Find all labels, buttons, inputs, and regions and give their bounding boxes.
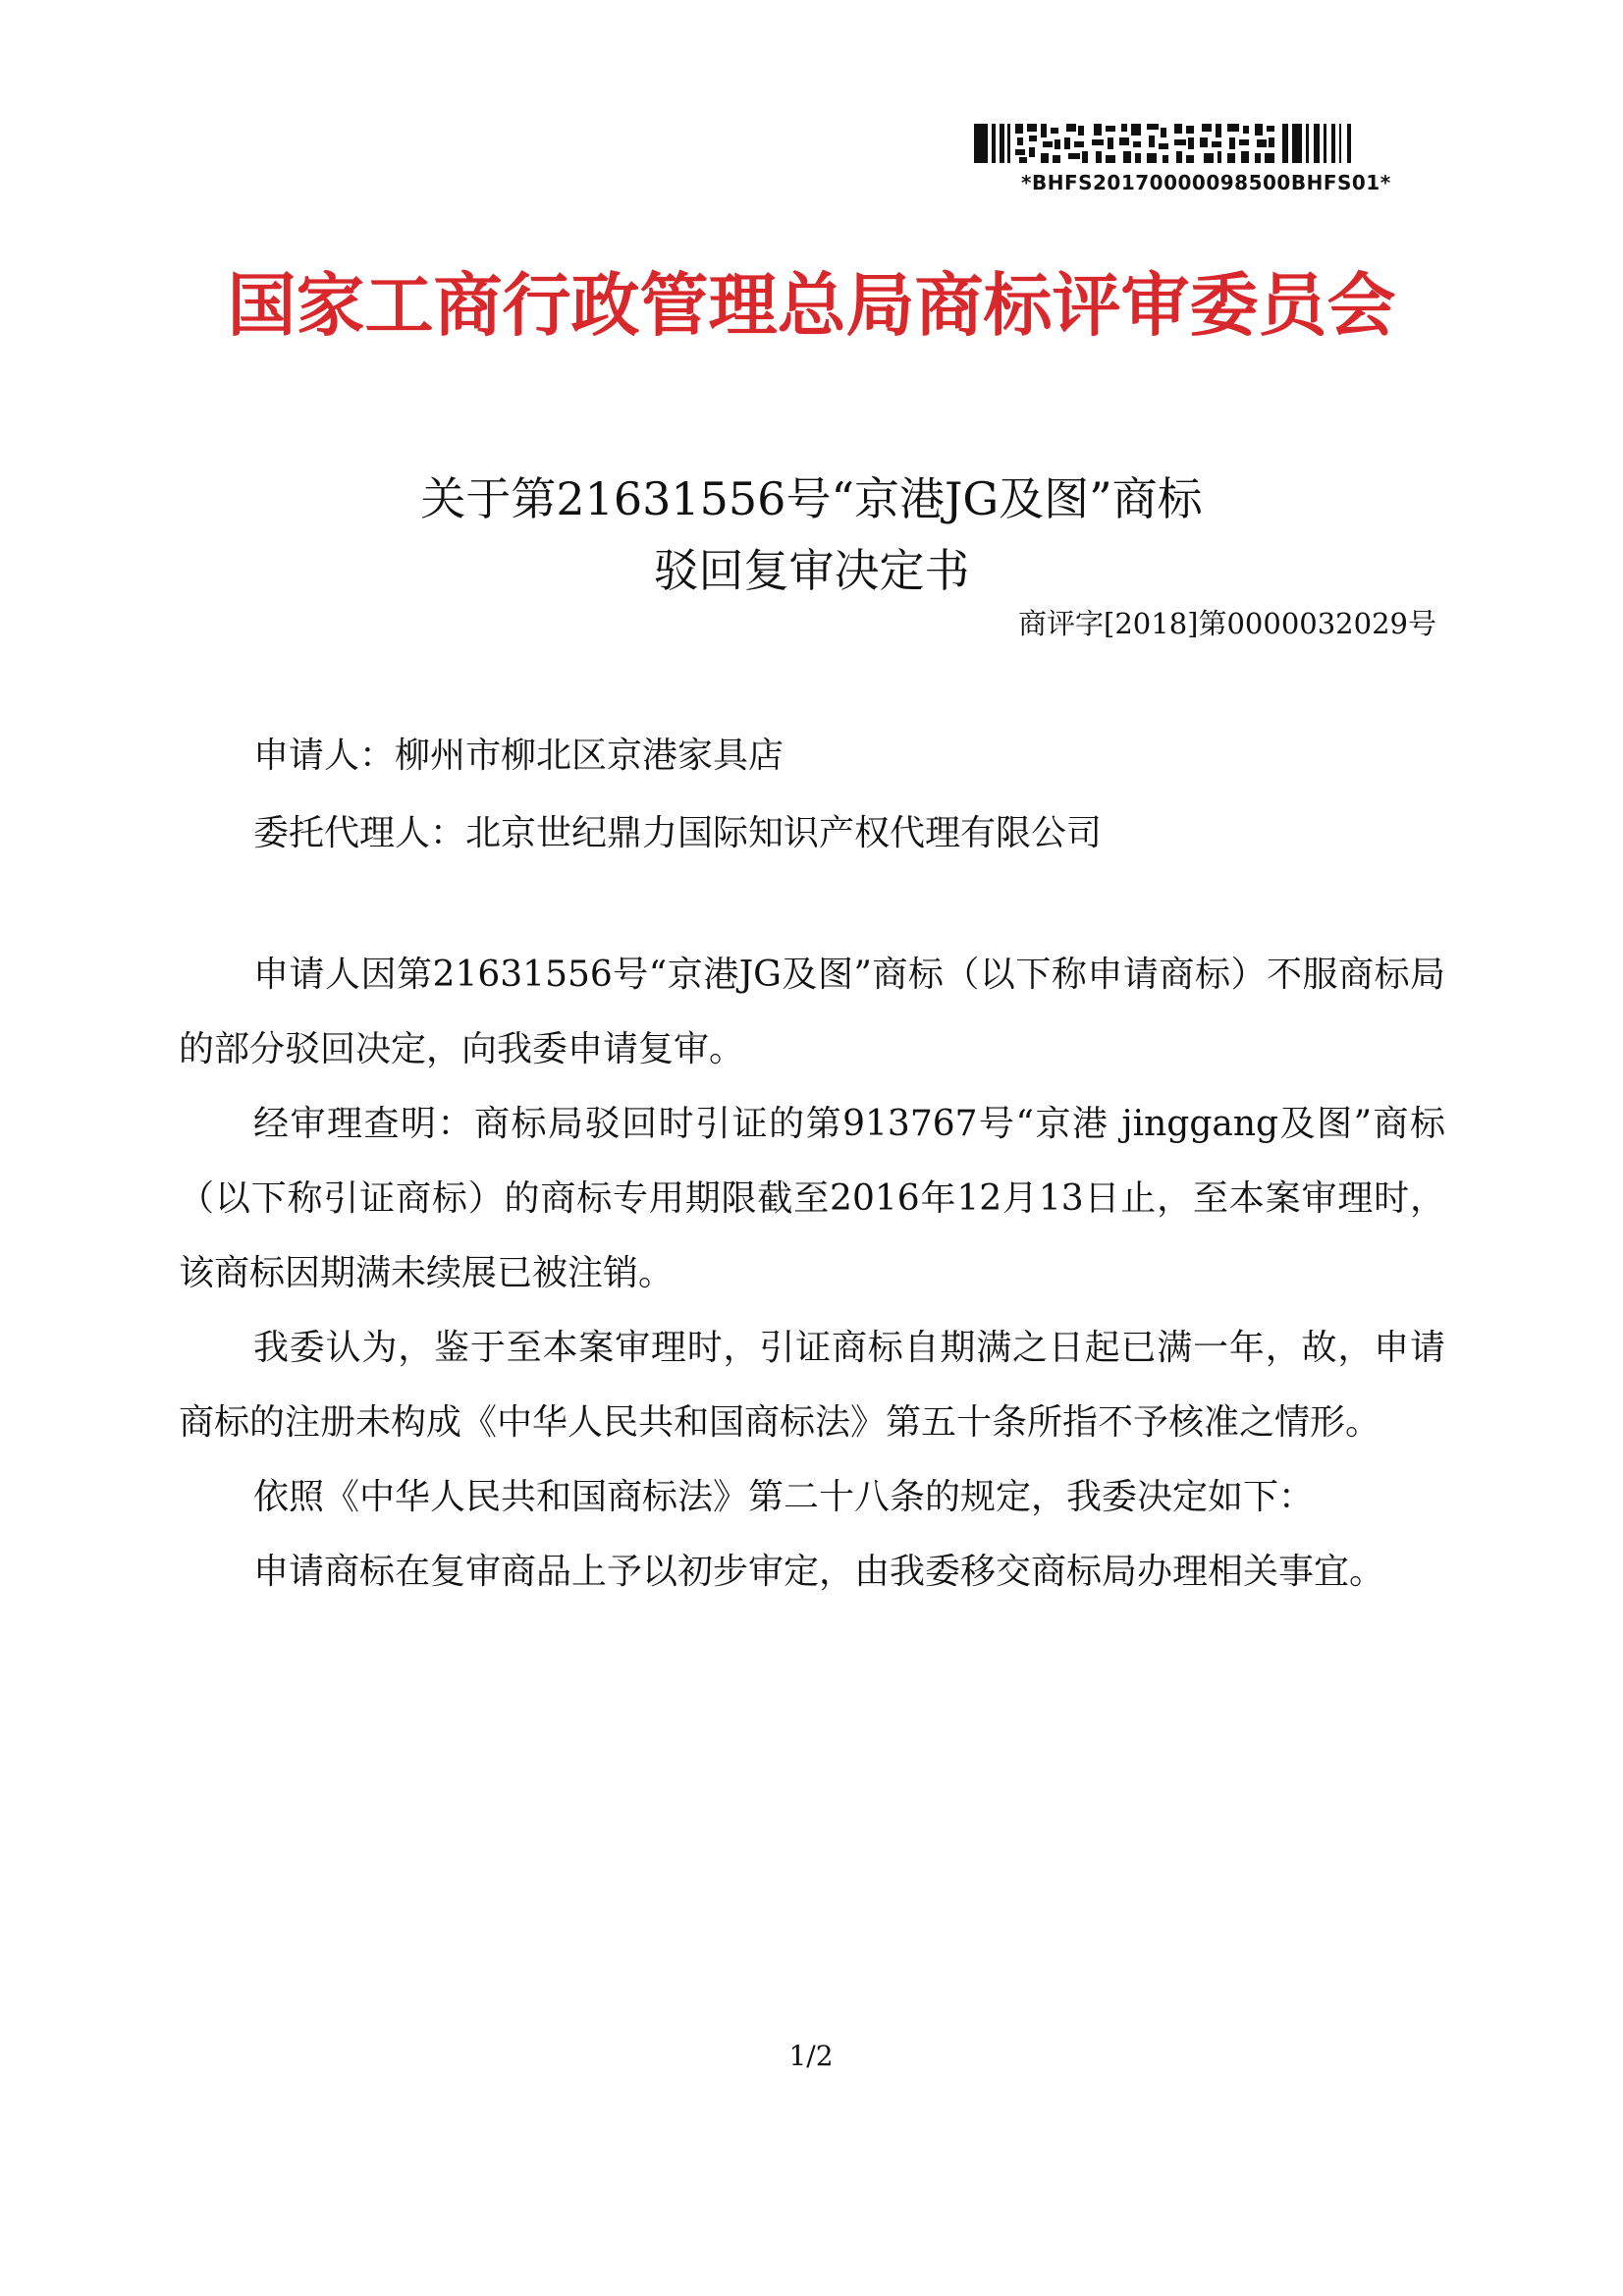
decision-body	[179, 938, 1445, 1610]
paragraph-opinion: 我委认为，鉴于至本案审理时，引证商标自期满之日起已满一年，故，申请商标的注册未构成《中华人民共和国商标法》第五十条所指不予核准之情形。	[179, 1328, 1445, 1443]
barcode-pattern	[972, 120, 1375, 169]
paragraph-decision: 申请商标在复审商品上予以初步审定，由我委移交商标局办理相关事宜。	[253, 1552, 1385, 1592]
paragraph-basis: 依照《中华人民共和国商标法》第二十八条的规定，我委决定如下：	[253, 1477, 1315, 1517]
barcode	[962, 120, 1391, 194]
barcode-label: *BHFS20170000098500BHFS01*	[1021, 171, 1391, 194]
paragraph-request: 申请人因第21631556号“京港JG及图”商标（以下称申请商标）不服商标局的部分驳回决定，向我委申请复审。	[179, 955, 1445, 1069]
organization-letterhead: 国家工商行政管理总局商标评审委员会	[227, 265, 1396, 346]
applicant-line: 申请人：柳州市柳北区京港家具店	[253, 736, 784, 776]
agent-line: 委托代理人：北京世纪鼎力国际知识产权代理有限公司	[253, 813, 1103, 853]
page-number: 1/2	[788, 2040, 834, 2072]
paragraph-findings: 经审理查明：商标局驳回时引证的第913767号“京港 jinggang及图”商标（以下称引证商标）的商标专用期限截至2016年12月13日止，至本案审理时，该商标因期满未续展已被注销。	[179, 1104, 1445, 1293]
reference-number: 商评字[2018]第0000032029号	[1018, 607, 1436, 640]
document-title-line-2: 驳回复审决定书	[653, 544, 970, 597]
document-title-line-1: 关于第21631556号“京港JG及图”商标	[420, 472, 1203, 525]
